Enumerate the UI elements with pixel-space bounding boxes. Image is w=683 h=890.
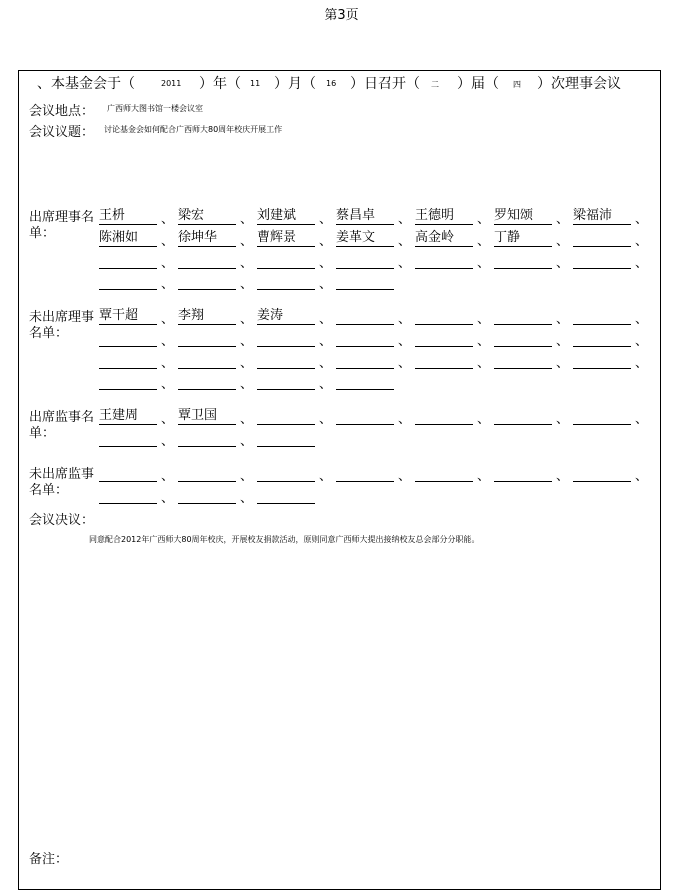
name-slot: 蔡昌卓 <box>336 208 394 225</box>
name-slot <box>257 373 315 390</box>
name-slot <box>257 430 315 447</box>
title-day: 16 <box>326 79 337 88</box>
name-separator: 、 <box>240 469 254 484</box>
name-slot: 梁福沛 <box>573 208 631 225</box>
name-separator: 、 <box>319 212 333 227</box>
name-slot <box>178 430 236 447</box>
name-slot <box>336 373 394 390</box>
name-slot <box>336 330 394 347</box>
name-slot: 王建周 <box>99 408 157 425</box>
name-slot <box>178 373 236 390</box>
name-separator: 、 <box>319 234 333 249</box>
name-slot <box>178 487 236 504</box>
name-slot <box>257 465 315 482</box>
name-separator: 、 <box>635 412 649 427</box>
remarks-label: 备注： <box>29 852 69 867</box>
name-separator: 、 <box>477 234 491 249</box>
name-slot: 王枡 <box>99 208 157 225</box>
name-separator: 、 <box>240 277 254 292</box>
name-slot: 罗知颂 <box>494 208 552 225</box>
name-separator: 、 <box>161 212 175 227</box>
name-separator: 、 <box>319 312 333 327</box>
name-separator: 、 <box>556 412 570 427</box>
name-separator: 、 <box>556 469 570 484</box>
name-slot: 李翔 <box>178 308 236 325</box>
name-separator: 、 <box>161 277 175 292</box>
name-slot <box>573 252 631 269</box>
attending-supervisors-label-1: 出席监事名 <box>29 410 95 425</box>
name-separator: 、 <box>635 312 649 327</box>
name-slot: 姜革文 <box>336 230 394 247</box>
name-separator: 、 <box>477 356 491 371</box>
title-session: 二 <box>431 80 439 89</box>
name-slot <box>178 352 236 369</box>
name-separator: 、 <box>398 469 412 484</box>
name-slot <box>573 352 631 369</box>
location-value: 广西师大图书馆一楼会议室 <box>107 104 203 113</box>
name-slot: 高金岭 <box>415 230 473 247</box>
title-meeting-suffix: ）次理事会议 <box>537 76 621 92</box>
attending-supervisors-label-2: 单： <box>29 426 56 441</box>
name-slot <box>415 408 473 425</box>
name-separator: 、 <box>398 256 412 271</box>
name-slot <box>257 487 315 504</box>
title-meeting: 四 <box>513 80 521 89</box>
name-separator: 、 <box>635 334 649 349</box>
name-separator: 、 <box>240 234 254 249</box>
name-slot <box>99 273 157 290</box>
name-separator: 、 <box>240 491 254 506</box>
name-slot <box>573 230 631 247</box>
name-slot <box>415 465 473 482</box>
name-separator: 、 <box>161 412 175 427</box>
name-slot <box>178 330 236 347</box>
name-slot <box>415 330 473 347</box>
name-slot <box>494 408 552 425</box>
name-slot <box>257 352 315 369</box>
name-separator: 、 <box>556 356 570 371</box>
name-slot: 陈湘如 <box>99 230 157 247</box>
title-session-suffix: ）届（ <box>457 76 499 92</box>
name-slot <box>494 308 552 325</box>
title-prefix: 、本基金会于（ <box>37 76 135 92</box>
absent-directors-label-1: 未出席理事 <box>29 310 95 325</box>
name-separator: 、 <box>398 356 412 371</box>
name-slot: 曹辉景 <box>257 230 315 247</box>
name-slot <box>415 308 473 325</box>
name-slot <box>573 465 631 482</box>
name-slot <box>178 465 236 482</box>
name-slot: 丁静 <box>494 230 552 247</box>
name-slot <box>99 252 157 269</box>
agenda-label: 会议议题： <box>29 125 95 140</box>
name-slot: 王德明 <box>415 208 473 225</box>
name-separator: 、 <box>635 256 649 271</box>
name-slot <box>257 252 315 269</box>
name-separator: 、 <box>240 377 254 392</box>
name-separator: 、 <box>161 256 175 271</box>
name-slot: 姜涛 <box>257 308 315 325</box>
meeting-title <box>37 73 647 93</box>
name-slot <box>99 430 157 447</box>
name-slot <box>494 330 552 347</box>
name-separator: 、 <box>556 212 570 227</box>
name-slot <box>336 465 394 482</box>
title-day-suffix: ）日召开（ <box>350 76 420 92</box>
title-year-suffix: ）年（ <box>199 76 241 92</box>
name-slot <box>99 465 157 482</box>
absent-directors-label-2: 名单： <box>29 326 69 341</box>
name-separator: 、 <box>161 234 175 249</box>
page-number: 第3页 <box>324 8 359 23</box>
name-separator: 、 <box>240 312 254 327</box>
name-separator: 、 <box>161 469 175 484</box>
attending-directors-label-1: 出席理事名 <box>29 210 95 225</box>
name-separator: 、 <box>635 212 649 227</box>
name-slot <box>336 273 394 290</box>
name-separator: 、 <box>240 356 254 371</box>
name-slot <box>99 373 157 390</box>
name-slot <box>494 465 552 482</box>
name-separator: 、 <box>635 356 649 371</box>
title-month: 11 <box>250 79 261 88</box>
name-separator: 、 <box>556 334 570 349</box>
name-separator: 、 <box>477 256 491 271</box>
name-separator: 、 <box>635 234 649 249</box>
name-separator: 、 <box>240 212 254 227</box>
name-separator: 、 <box>319 256 333 271</box>
name-slot <box>257 273 315 290</box>
resolution-label: 会议决议： <box>29 513 95 528</box>
name-slot <box>573 330 631 347</box>
name-slot <box>336 252 394 269</box>
name-slot: 覃卫国 <box>178 408 236 425</box>
name-separator: 、 <box>477 469 491 484</box>
name-separator: 、 <box>398 212 412 227</box>
name-slot <box>99 330 157 347</box>
name-separator: 、 <box>161 334 175 349</box>
name-separator: 、 <box>556 256 570 271</box>
name-slot <box>178 273 236 290</box>
name-separator: 、 <box>556 234 570 249</box>
name-slot <box>415 352 473 369</box>
location-label: 会议地点： <box>29 104 95 119</box>
title-month-suffix: ）月（ <box>274 76 316 92</box>
name-slot <box>494 352 552 369</box>
name-separator: 、 <box>398 312 412 327</box>
name-separator: 、 <box>319 377 333 392</box>
name-separator: 、 <box>477 412 491 427</box>
title-year: 2011 <box>161 79 182 88</box>
name-slot: 刘建斌 <box>257 208 315 225</box>
name-separator: 、 <box>240 434 254 449</box>
name-slot <box>178 252 236 269</box>
name-slot <box>336 308 394 325</box>
name-separator: 、 <box>635 469 649 484</box>
name-separator: 、 <box>161 434 175 449</box>
absent-supervisors-label-2: 名单： <box>29 483 69 498</box>
name-slot <box>257 408 315 425</box>
name-separator: 、 <box>477 334 491 349</box>
name-separator: 、 <box>319 469 333 484</box>
name-slot <box>573 308 631 325</box>
resolution-text: 同意配合2012年广西师大80周年校庆，开展校友捐款活动，原则同意广西师大提出接纳校友总会部分分职能。 <box>89 535 480 544</box>
name-slot: 覃干超 <box>99 308 157 325</box>
name-separator: 、 <box>161 356 175 371</box>
absent-supervisors-label-1: 未出席监事 <box>29 467 95 482</box>
name-separator: 、 <box>398 234 412 249</box>
name-slot <box>336 352 394 369</box>
name-separator: 、 <box>161 312 175 327</box>
name-separator: 、 <box>161 377 175 392</box>
name-separator: 、 <box>477 312 491 327</box>
name-separator: 、 <box>556 312 570 327</box>
attending-directors-label-2: 单： <box>29 226 56 241</box>
name-separator: 、 <box>319 277 333 292</box>
name-separator: 、 <box>319 356 333 371</box>
name-separator: 、 <box>240 334 254 349</box>
name-slot <box>99 487 157 504</box>
name-slot <box>415 252 473 269</box>
name-separator: 、 <box>161 491 175 506</box>
agenda-value: 讨论基金会如何配合广西师大80周年校庆开展工作 <box>104 125 283 134</box>
name-separator: 、 <box>240 256 254 271</box>
name-separator: 、 <box>319 334 333 349</box>
name-slot <box>336 408 394 425</box>
name-slot <box>257 330 315 347</box>
name-slot <box>99 352 157 369</box>
name-separator: 、 <box>240 412 254 427</box>
name-separator: 、 <box>319 412 333 427</box>
name-separator: 、 <box>398 334 412 349</box>
name-separator: 、 <box>398 412 412 427</box>
name-slot: 徐坤华 <box>178 230 236 247</box>
name-separator: 、 <box>477 212 491 227</box>
name-slot <box>494 252 552 269</box>
name-slot <box>573 408 631 425</box>
name-slot: 梁宏 <box>178 208 236 225</box>
